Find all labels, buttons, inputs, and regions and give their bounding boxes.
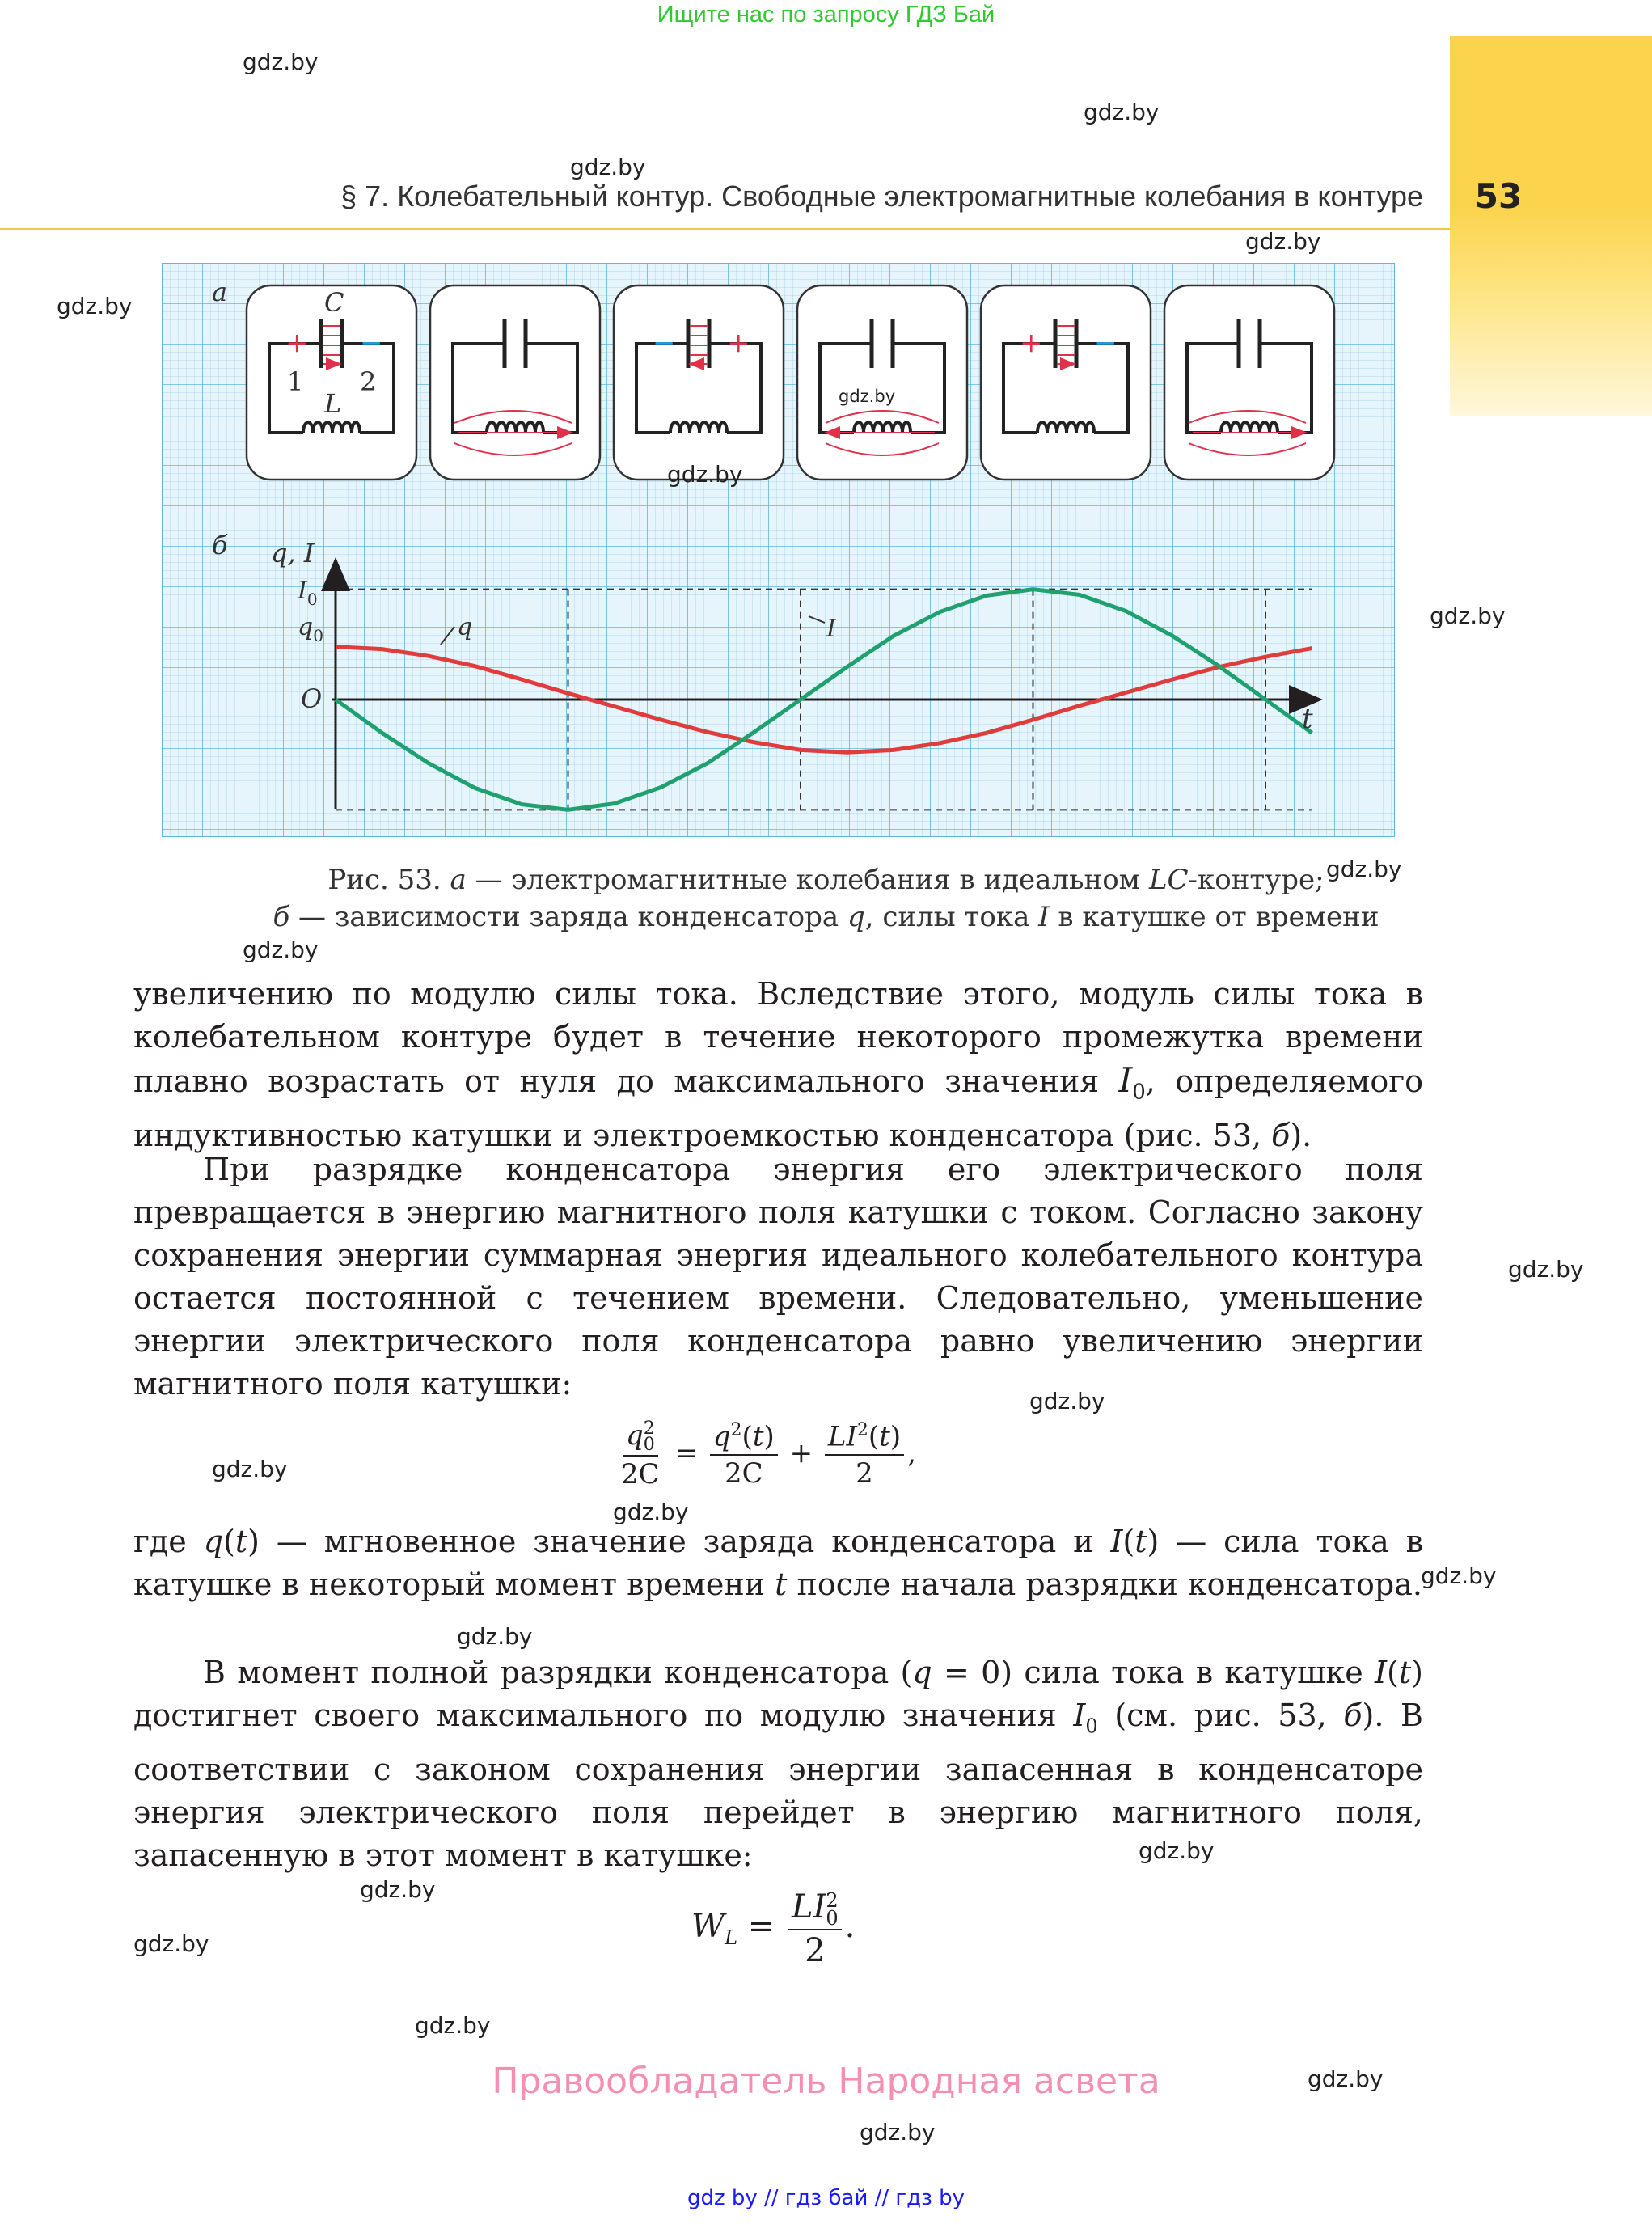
- I0-label: $I_0$: [298, 577, 318, 609]
- watermark: gdz.by: [860, 2119, 936, 2146]
- label-b: б: [212, 530, 228, 560]
- page-tab: [1450, 36, 1652, 416]
- svg-text:−: −: [360, 327, 383, 359]
- q-curve-label: q: [457, 613, 473, 641]
- figure-caption-line1: Рис. 53. а — электромагнитные колебания в идеальном LC-контуре;: [327, 864, 1325, 896]
- watermark: gdz.by: [57, 293, 133, 319]
- paragraph-3: где q(t) — мгновенное значение заряда конденсатора и I(t) — сила тока в катушке в некоторый момент времени t после начала разрядки конденсатора.: [133, 1524, 1424, 1602]
- watermark: gdz.by: [133, 1930, 209, 1957]
- svg-text:−: −: [653, 327, 676, 359]
- circuit-panel-2: [430, 285, 600, 480]
- watermark: gdz.by: [212, 1456, 288, 1482]
- svg-text:+: +: [1020, 327, 1043, 359]
- svg-text:+: +: [727, 327, 750, 359]
- circuit-panel-5: [981, 285, 1151, 480]
- copyright-notice: Правообладатель Народная асвета: [492, 2061, 1160, 2102]
- page-number: 53: [1474, 176, 1523, 216]
- figure-53: [162, 263, 1395, 837]
- watermark: gdz.by: [1326, 856, 1402, 882]
- watermark: gdz.by: [415, 2012, 491, 2039]
- circuit-panel-6: [1164, 285, 1334, 480]
- watermark: gdz.by: [667, 461, 743, 488]
- I-curve-label: I: [826, 615, 836, 643]
- watermark: gdz.by: [570, 154, 646, 180]
- watermark: gdz.by: [457, 1623, 533, 1650]
- watermark: gdz.by: [1029, 1388, 1105, 1414]
- label-a: а: [212, 277, 228, 307]
- circuit-panel-3: [614, 285, 784, 480]
- figure-caption-line2: б — зависимости заряда конденсатора q, силы тока I в катушке от времени: [273, 901, 1379, 933]
- energy-equation: q 2 0 2C = $\frac{q^2(t)}{2C}$ + $\frac{LI^2(t)}{2}$ ,: [621, 1419, 916, 1490]
- watermark: gdz.by: [1308, 2065, 1384, 2092]
- watermark: gdz.by: [613, 1499, 689, 1525]
- svg-text:C: C: [324, 287, 344, 318]
- paragraph-2: При разрядке конденсатора энергия его электрического поля превращается в энергию магнитного поля катушки с током. Согласно закону сохранения энергии суммарная энергия идеального колебательного контура остается постоянной с течением времени. Следовательно, уменьшение энергии электрического поля конденсатора равно увеличению энергии магнитного поля катушки:: [133, 1152, 1423, 1402]
- watermark: gdz.by: [1084, 99, 1160, 125]
- q0-label: $q_0$: [298, 613, 323, 645]
- axis-y-label: q, I: [271, 538, 315, 569]
- svg-text:−: −: [1094, 327, 1118, 359]
- axis-t-label: t: [1302, 703, 1313, 735]
- watermark: gdz.by: [1245, 228, 1321, 255]
- origin-label: O: [301, 683, 323, 714]
- footer-links[interactable]: gdz by // гдз бай // гдз by: [687, 2186, 965, 2210]
- svg-text:2: 2: [360, 366, 377, 397]
- svg-text:L: L: [324, 388, 342, 419]
- watermark: gdz.by: [839, 387, 896, 406]
- top-banner: Ищите нас по запросу ГДЗ Бай: [657, 2, 995, 27]
- watermark: gdz.by: [243, 49, 319, 75]
- paragraph-1: увеличению по модулю силы тока. Вследствие этого, модуль силы тока в колебательном контуре будет в течение некоторого промежутка времени плавно возрастать от нуля до максимального значения $I_0$, определяемого индуктивностью катушки и электроемкостью конденсатора (рис. 53, б).: [133, 976, 1423, 1153]
- header-rule: [0, 228, 1450, 230]
- circuit-panel-1: [247, 285, 416, 480]
- watermark: gdz.by: [360, 1876, 436, 1903]
- svg-text:1: 1: [287, 366, 304, 397]
- running-header: § 7. Колебательный контур. Свободные электромагнитные колебания в контуре: [340, 180, 1423, 213]
- paragraph-4: В момент полной разрядки конденсатора (q = 0) сила тока в катушке I(t) достигнет своего максимального по модулю значения $I_0$ (см. рис. 53, б). В соответствии с законом сохранения энергии запасенная в конденсаторе энергия электрического поля перейдет в энергию магнитного поля, запасенную в этот момент в катушке:: [133, 1655, 1423, 1873]
- circuit-panel-4: [797, 285, 967, 480]
- watermark: gdz.by: [1430, 603, 1506, 629]
- svg-text:+: +: [285, 327, 309, 359]
- inductor-energy-formula: $W_L$ = LI 2 0 2 .: [691, 1888, 856, 1969]
- watermark: gdz.by: [1139, 1837, 1215, 1864]
- watermark: gdz.by: [1421, 1562, 1497, 1589]
- watermark: gdz.by: [1508, 1256, 1584, 1283]
- watermark: gdz.by: [243, 937, 319, 963]
